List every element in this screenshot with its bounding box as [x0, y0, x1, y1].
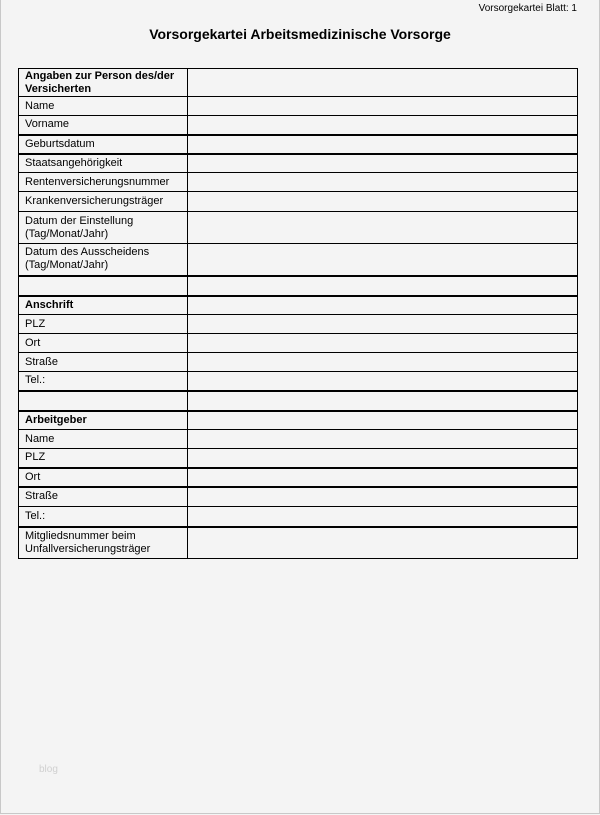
field-value[interactable]: [188, 192, 578, 212]
form-row: [19, 173, 578, 192]
form-row: [19, 527, 578, 559]
form-row: [19, 315, 578, 334]
field-value[interactable]: [188, 135, 578, 154]
field-value[interactable]: [188, 173, 578, 192]
field-label: Staatsangehörigkeit: [19, 154, 188, 173]
form-row: [19, 296, 578, 315]
field-label: Straße: [19, 353, 188, 372]
field-label: Ort: [19, 468, 188, 487]
field-value[interactable]: [188, 527, 578, 559]
field-value[interactable]: [188, 507, 578, 527]
field-value[interactable]: [188, 372, 578, 391]
sheet-label: Vorsorgekartei Blatt: 1: [478, 3, 577, 14]
field-value[interactable]: [188, 296, 578, 315]
form-row: [19, 192, 578, 212]
form-row: [19, 372, 578, 391]
field-value[interactable]: [188, 334, 578, 353]
field-label: [19, 276, 188, 296]
field-label: Arbeitgeber: [19, 411, 188, 430]
field-label: PLZ: [19, 449, 188, 468]
form-row: [19, 353, 578, 372]
form-row: [19, 449, 578, 468]
field-label: Straße: [19, 487, 188, 507]
field-label: Geburtsdatum: [19, 135, 188, 154]
form-row: [19, 244, 578, 276]
form-row: [19, 334, 578, 353]
form-table: [18, 68, 578, 559]
field-label: Vorname: [19, 116, 188, 135]
field-value[interactable]: [188, 97, 578, 116]
field-value[interactable]: [188, 353, 578, 372]
field-label: Datum der Einstellung (Tag/Monat/Jahr): [19, 212, 188, 244]
page-title: Vorsorgekartei Arbeitsmedizinische Vorsorge: [149, 26, 451, 42]
form-row: [19, 411, 578, 430]
field-label: Mitgliedsnummer beim Unfallversicherungsträger: [19, 527, 188, 559]
form-row: [19, 154, 578, 173]
field-value[interactable]: [188, 154, 578, 173]
field-value[interactable]: [188, 69, 578, 97]
field-label: Krankenversicherungsträger: [19, 192, 188, 212]
form-row: [19, 97, 578, 116]
field-value[interactable]: [188, 315, 578, 334]
form-row: [19, 212, 578, 244]
form-row: [19, 391, 578, 411]
form-row: [19, 487, 578, 507]
field-label: Anschrift: [19, 296, 188, 315]
field-label: Rentenversicherungsnummer: [19, 173, 188, 192]
watermark: blog: [39, 764, 58, 775]
field-value[interactable]: [188, 116, 578, 135]
form-row: [19, 430, 578, 449]
field-label: Name: [19, 430, 188, 449]
field-label: Name: [19, 97, 188, 116]
field-value[interactable]: [188, 468, 578, 487]
field-label: Tel.:: [19, 372, 188, 391]
field-label: Angaben zur Person des/der Versicherten: [19, 69, 188, 97]
form-row: [19, 507, 578, 527]
field-label: Ort: [19, 334, 188, 353]
field-label: [19, 391, 188, 411]
field-label: PLZ: [19, 315, 188, 334]
field-value[interactable]: [188, 391, 578, 411]
form-row: [19, 135, 578, 154]
form-row: [19, 276, 578, 296]
field-value[interactable]: [188, 430, 578, 449]
form-row: [19, 116, 578, 135]
field-value[interactable]: [188, 411, 578, 430]
field-label: Datum des Ausscheidens (Tag/Monat/Jahr): [19, 244, 188, 276]
field-value[interactable]: [188, 244, 578, 276]
field-value[interactable]: [188, 449, 578, 468]
field-value[interactable]: [188, 276, 578, 296]
form-row: [19, 468, 578, 487]
field-value[interactable]: [188, 487, 578, 507]
field-label: Tel.:: [19, 507, 188, 527]
field-value[interactable]: [188, 212, 578, 244]
form-row: [19, 69, 578, 97]
